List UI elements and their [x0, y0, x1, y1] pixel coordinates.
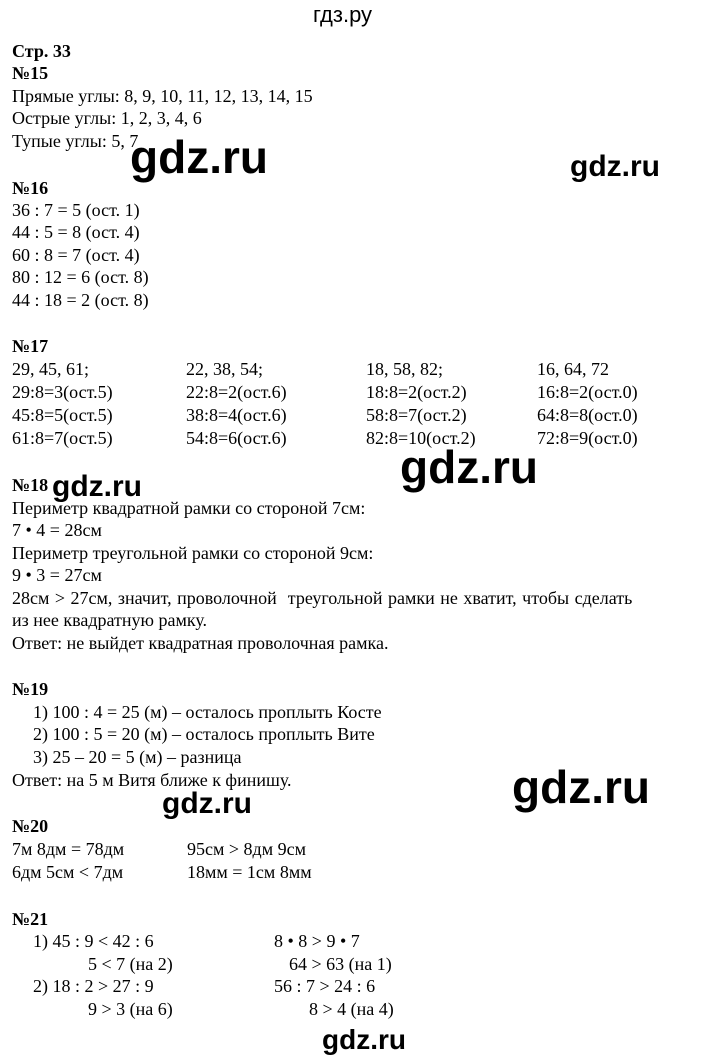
task16-line: 80 : 12 = 6 (ост. 8) [12, 267, 149, 287]
task21-left: 5 < 7 (на 2) [88, 954, 173, 974]
task17-cell: 64:8=8(ост.0) [537, 405, 638, 425]
task17-cell: 29:8=3(ост.5) [12, 382, 113, 402]
task17-cell: 58:8=7(ост.2) [366, 405, 467, 425]
task17-cell: 16:8=2(ост.0) [537, 382, 638, 402]
task19-line: 3) 25 – 20 = 5 (м) – разница [33, 747, 242, 767]
task16-line: 60 : 8 = 7 (ост. 4) [12, 245, 140, 265]
task21-left: 2) 18 : 2 > 27 : 9 [33, 976, 154, 996]
task18-line: Периметр квадратной рамки со стороной 7см: [12, 498, 366, 518]
site-header: гдз.ру [313, 2, 373, 27]
task17-cell: 45:8=5(ост.5) [12, 405, 113, 425]
task20-right: 95см > 8дм 9см [187, 839, 306, 859]
task17-cell: 22, 38, 54; [186, 359, 264, 379]
task20-title: №20 [12, 816, 49, 836]
task16-line: 36 : 7 = 5 (ост. 1) [12, 200, 140, 220]
task17-cell: 82:8=10(ост.2) [366, 428, 476, 448]
watermark: gdz.ru [162, 787, 252, 820]
task18-title: №18 [12, 475, 49, 495]
task21-right: 64 > 63 (на 1) [289, 954, 392, 974]
task16-line: 44 : 18 = 2 (ост. 8) [12, 290, 149, 310]
watermark: gdz.ru [52, 470, 142, 503]
task20-left: 7м 8дм = 78дм [12, 839, 125, 859]
task21-right: 56 : 7 > 24 : 6 [274, 976, 376, 996]
task18-line: Периметр треугольной рамки со стороной 9см: [12, 543, 374, 563]
task17-cell: 16, 64, 72 [537, 359, 609, 379]
task21-right: 8 > 4 (на 4) [309, 999, 394, 1019]
watermark: gdz.ru [512, 761, 650, 813]
task21-left: 9 > 3 (на 6) [88, 999, 173, 1019]
task15-line: Тупые углы: 5, 7 [12, 131, 139, 151]
task19-line: 1) 100 : 4 = 25 (м) – осталось проплыть Косте [33, 702, 382, 722]
task21-title: №21 [12, 909, 49, 929]
task16-title: №16 [12, 178, 49, 198]
task20-right: 18мм = 1см 8мм [187, 862, 312, 882]
task17-cell: 29, 45, 61; [12, 359, 90, 379]
task18-line: Ответ: не выйдет квадратная проволочная рамка. [12, 633, 389, 653]
task15-line: Прямые углы: 8, 9, 10, 11, 12, 13, 14, 15 [12, 86, 313, 106]
task21-left: 1) 45 : 9 < 42 : 6 [33, 931, 154, 951]
task17-cell: 38:8=4(ост.6) [186, 405, 287, 425]
task18-line: 9 • 3 = 27см [12, 565, 102, 585]
task20-left: 6дм 5см < 7дм [12, 862, 124, 882]
task17-title: №17 [12, 336, 49, 356]
task17-cell: 22:8=2(ост.6) [186, 382, 287, 402]
page-label: Стр. 33 [12, 41, 71, 61]
task18-line: 7 • 4 = 28см [12, 520, 102, 540]
watermark: gdz.ru [570, 150, 660, 183]
task19-line: 2) 100 : 5 = 20 (м) – осталось проплыть Вите [33, 724, 375, 744]
task21-right: 8 • 8 > 9 • 7 [274, 931, 360, 951]
task17-cell: 18, 58, 82; [366, 359, 444, 379]
task19-answer: Ответ: на 5 м Витя ближе к финишу. [12, 770, 292, 790]
task17-cell: 61:8=7(ост.5) [12, 428, 113, 448]
task18-line: из нее квадратную рамку. [12, 610, 208, 630]
task15-title: №15 [12, 63, 49, 83]
task17-cell: 72:8=9(ост.0) [537, 428, 638, 448]
task17-cell: 54:8=6(ост.6) [186, 428, 287, 448]
task17-cell: 18:8=2(ост.2) [366, 382, 467, 402]
watermark: gdz.ru [322, 1024, 406, 1055]
task15-line: Острые углы: 1, 2, 3, 4, 6 [12, 108, 202, 128]
task19-title: №19 [12, 679, 49, 699]
task18-line: 28см > 27см, значит, проволочной треугольной рамки не хватит, чтобы сделать [12, 588, 633, 608]
task16-line: 44 : 5 = 8 (ост. 4) [12, 222, 140, 242]
watermark: gdz.ru [400, 441, 538, 493]
watermark: gdz.ru [130, 131, 268, 183]
